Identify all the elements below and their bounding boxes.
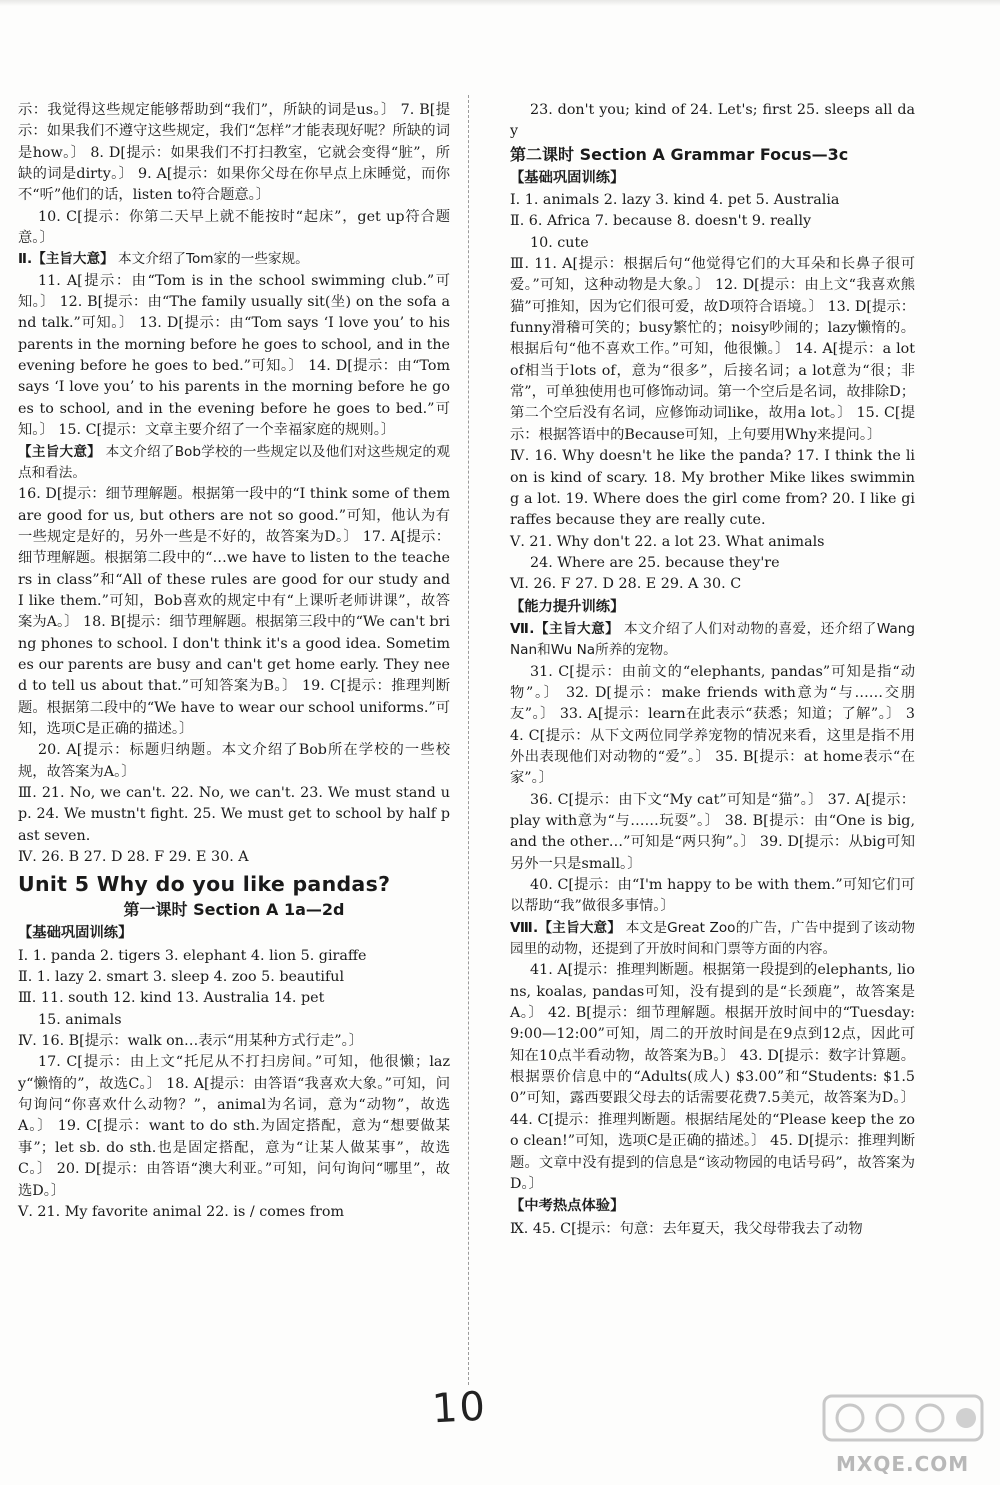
section-label: Ⅷ.【主旨大意】 — [510, 919, 622, 936]
answer-paragraph: Ⅲ. 11. A[提示：根据后句“他觉得它们的大耳朵和长鼻子很可爱。”可知，这种动物是大象。〕 12. D[提示：由上文“我喜欢熊猫”可推知，因为它们很可爱，故D项符合语境。〕 13. D[提示：funny滑稽可笑的；busy繁忙的；noisy吵闹的；lazy懒惰的。根据后句“他不喜欢工作。”可知，他很懒。〕 14. A[提示：a lot of相当于lots of，意为“很多”，后接名词；a lot意为“很；非常”，可单独使用也可修饰动词。第一个空后是名词，故排除D；第二个空后没有名词，应修饰动词like，故用a lot。〕 15. C[提示：根据答语中的Because可知，上句要用Why来提问。〕 — [510, 256, 915, 443]
main-idea-text: 本文介绍了Tom家的一些家规。 — [118, 251, 309, 268]
answer-line: 24. Where are 25. because they're — [530, 554, 780, 571]
answer-line: Ⅰ. 1. animals 2. lazy 3. kind 4. pet 5. Australia — [510, 192, 840, 209]
section-header: 【基础巩固训练】 — [18, 925, 133, 942]
section-label: Ⅶ.【主旨大意】 — [510, 620, 620, 637]
main-idea-block — [18, 442, 450, 485]
answer-line: Ⅱ. 1. lazy 2. smart 3. sleep 4. zoo 5. beautiful — [18, 969, 345, 986]
main-idea-text: 本文介绍了Bob学校的一些规定以及他们对这些规定的观点和看法。 — [18, 443, 450, 481]
answer-line: Ⅴ. 21. Why don't 22. a lot 23. What animals — [510, 533, 825, 550]
right-column — [510, 100, 915, 1240]
answer-paragraph: 17. C[提示：由上文“托尼从不打扫房间。”可知，他很懒；lazy“懒惰的”，故选C。〕 18. A[提示：由答语“我喜欢大象。”可知，问句询问“你喜欢什么动物？”，animal为名词，意为“动物”，故选A。〕 19. C[提示：want to do sth.为固定搭配，意为“想要做某事”；let sb. do sth.也是固定搭配，意为“让某人做某事”，故选C。〕 20. D[提示：由答语“澳大利亚。”可知，问句询问“哪里”，故选D。〕 — [18, 1054, 450, 1199]
section-label: 【主旨大意】 — [18, 443, 101, 460]
handwritten-page-number: 10 — [430, 1383, 489, 1433]
main-idea-block — [510, 918, 915, 961]
answer-paragraph: 20. A[提示：标题归纳题。本文介绍了Bob所在学校的一些校规，故答案为A。〕 — [18, 742, 450, 780]
section-header: 【中考热点体验】 — [510, 1198, 625, 1215]
answer-line: Ⅳ. 16. B[提示：walk on…表示“用某种方式行走”。〕 — [18, 1033, 364, 1050]
section-header: 【能力提升训练】 — [510, 598, 625, 615]
answer-paragraph: 40. C[提示：由“I'm happy to be with them.”可知它们可以帮助“我”做很多事情。〕 — [510, 877, 915, 915]
answer-paragraph: 11. A[提示：由“Tom is in the school swimming club.”可知。〕 12. B[提示：由“The family usually sit(坐) on the sofa and talk.”可知。〕 13. D[提示：由“Tom says ‘I love you’ to his parents in the morning before he goes to school, and in the evening before he goes to bed.”可知。〕 14. D[提示：由“Tom says ‘I love you’ to his parents in the morning before he goes to school, and in the evening before he goes to bed.”可知。〕 15. C[提示：文章主要介绍了一个幸福家庭的规则。〕 — [18, 272, 450, 439]
answer-line: Ⅱ. 6. Africa 7. because 8. doesn't 9. really — [510, 213, 812, 230]
answer-paragraph: 示：我觉得这些规定能够帮助到“我们”，所缺的词是us。〕 7. B[提示：如果我们不遵守这些规定，我们“怎样”才能表现好呢？所缺的词是how。〕 8. D[提示：如果我们不打扫教室，它就会变得“脏”，所缺的词是dirty。〕 9. A[提示：如果你父母在你早点上床睡觉，而你不“听”他们的话，listen to符合题意。〕 — [18, 102, 450, 204]
main-idea-block — [18, 249, 450, 270]
section-label: Ⅱ.【主旨大意】 — [18, 251, 114, 268]
answer-line: Ⅸ. 45. C[提示：句意：去年夏天，我父母带我去了动物 — [510, 1220, 863, 1237]
answer-paragraph: Ⅳ. 26. B 27. D 28. F 29. E 30. A — [18, 849, 249, 866]
unit-title: Unit 5 Why do you like pandas? — [18, 872, 391, 897]
answer-line: Ⅲ. 11. south 12. kind 13. Australia 14. pet — [18, 990, 325, 1007]
lesson-title: 第二课时 Section A Grammar Focus—3c — [510, 144, 849, 164]
section-header: 【基础巩固训练】 — [510, 169, 625, 186]
answer-line: 10. cute — [530, 234, 589, 251]
answer-paragraph: 36. C[提示：由下文“My cat”可知是“猫”。〕 37. A[提示：play with意为“与……玩耍”。〕 38. B[提示：由“One is big, and the other…”可知是“两只狗”。〕 39. D[提示：从big可知另外一只是small。〕 — [510, 791, 915, 872]
answer-paragraph: 31. C[提示：由前文的“elephants, pandas”可知是指“动物”。〕 32. D[提示：make friends with意为“与……交朋友”。〕 33. A[提示：learn在此表示“获悉；知道；了解”。〕 34. C[提示：从下文两位同学养宠物的情况来看，这里是指不用外出表现他们对动物的“爱”。〕 35. B[提示：at home表示“在家”。〕 — [510, 663, 915, 787]
answer-paragraph: Ⅲ. 21. No, we can't. 22. No, we can't. 23. We must stand up. 24. We mustn't fight. 25. We must get to school by half past seven. — [18, 785, 450, 844]
answer-line: Ⅴ. 21. My favorite animal 22. is / comes from — [18, 1203, 345, 1220]
column-divider — [468, 95, 469, 1385]
lesson-title: 第一课时 Section A 1a—2d — [123, 900, 345, 920]
main-idea-text: 本文是Great Zoo的广告，广告中提到了该动物园里的动物，还提到了开放时间和门票等方面的内容。 — [510, 919, 915, 958]
answer-line: 15. animals — [38, 1011, 122, 1028]
answer-line: 23. don't you; kind of 24. Let's; first 25. sleeps all day — [510, 102, 915, 140]
watermark-text: MXQE.COM — [836, 1452, 970, 1476]
scan-edge — [0, 0, 1000, 6]
left-column — [18, 100, 450, 1223]
main-idea-block — [510, 619, 915, 662]
answer-paragraph: 16. D[提示：细节理解题。根据第一段中的“I think some of them are good for us, but others are not so good.”可知，他认为有一些规定是好的，另外一些是不好的，故答案为D。〕 17. A[提示：细节理解题。根据第二段中的“…we have to listen to the teachers in class”和“All of these rules are good for our study and I like them.”可知，Bob喜欢的规定中有“上课听老师讲课”，故答案为A。〕 18. B[提示：细节理解题。根据第三段中的“We can't bring phones to school. I don't think it's a good idea. Sometimes our parents are busy and can't get home early. They need to tell us about that.”可知答案为B。〕 19. C[提示：推理判断题。根据第二段中的“We have to wear our school uniforms.”可知，选项C是正确的描述。〕 — [18, 486, 450, 737]
answer-paragraph: Ⅳ. 16. Why doesn't he like the panda? 17. I think the lion is kind of scary. 18. My brother Mike likes swimming a lot. 19. Where does the girl come from? 20. I like giraffes because they are really cute. — [510, 448, 915, 529]
answer-line: Ⅰ. 1. panda 2. tigers 3. elephant 4. lion 5. giraffe — [18, 947, 367, 964]
answer-paragraph: 10. C[提示：你第二天早上就不能按时“起床”，get up符合题意。〕 — [18, 208, 450, 247]
answer-line: Ⅵ. 26. F 27. D 28. E 29. A 30. C — [510, 576, 742, 593]
main-idea-text: 本文介绍了人们对动物的喜爱，还介绍了Wang Nan和Wu Na所养的宠物。 — [510, 620, 915, 659]
answer-paragraph: 41. A[提示：推理判断题。根据第一段提到的elephants, lions, koalas, pandas可知，没有提到的是“长颈鹿”，故答案是A。〕 42. B[提示：细节理解题。根据开放时间中的“Tuesday: 9:00—12:00”可知，周二的开放时间是在9点到12点，因此可知在10点半看动物，故答案为B。〕 43. D[提示：数字计算题。根据票价信息中的“Adults(成人) $3.00”和“Students: $1.50”可知，露西要跟父母去的话需要花费7.5美元，故答案为D。〕 44. C[提示：推理判断题。根据结尾处的“Please keep the zoo clean!”可知，选项C是正确的描述。〕 45. D[提示：推理判断题。文章中没有提到的信息是“该动物园的电话号码”，故答案为D。〕 — [510, 962, 915, 1192]
